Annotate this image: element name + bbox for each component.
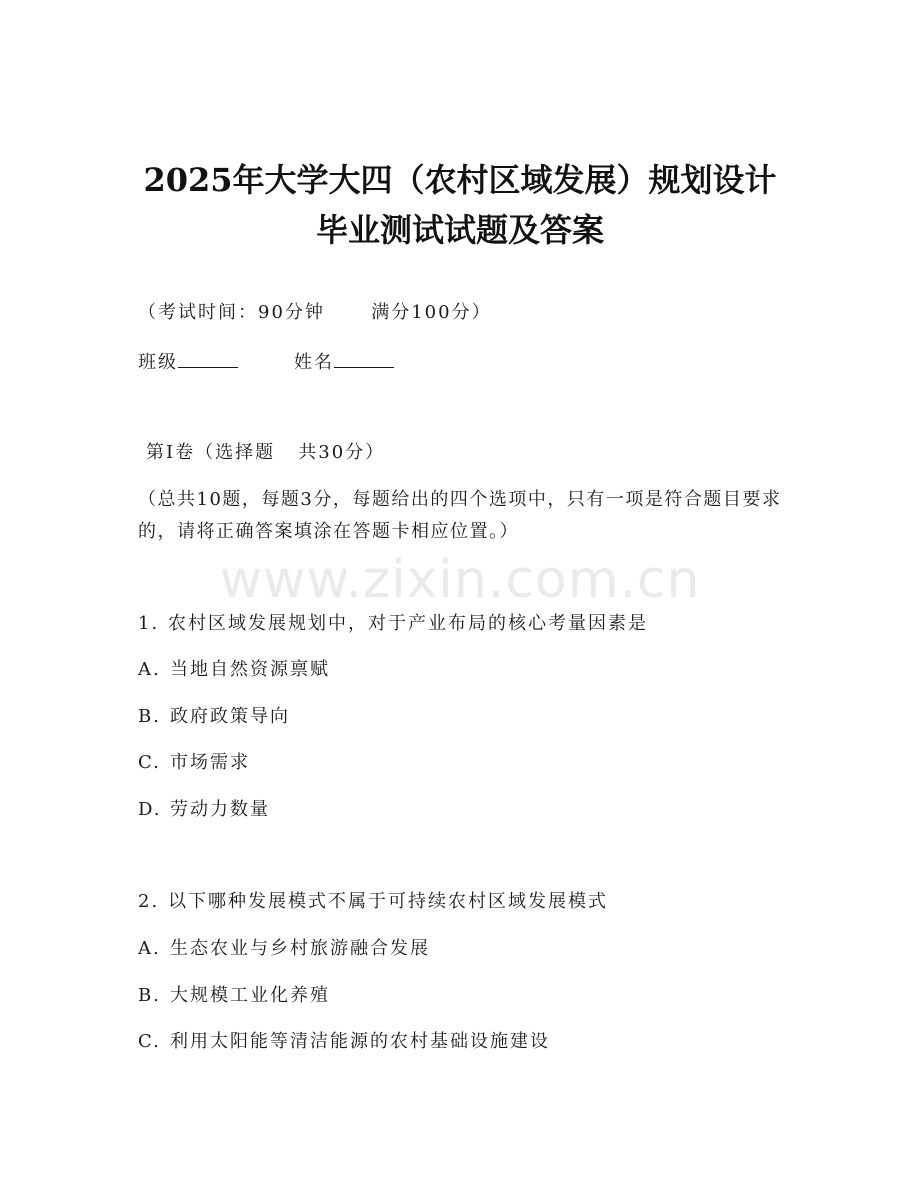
option-2b[interactable] bbox=[138, 983, 330, 1009]
document-title-line2: 毕业测试试题及答案 bbox=[315, 211, 604, 249]
option-1d[interactable] bbox=[138, 797, 270, 823]
question-number: 2. bbox=[138, 891, 160, 912]
option-text: 生态农业与乡村旅游融合发展 bbox=[170, 938, 430, 959]
option-text: 当地自然资源禀赋 bbox=[170, 659, 330, 680]
option-label: B. bbox=[138, 985, 161, 1006]
option-2a[interactable] bbox=[138, 936, 430, 962]
class-label: 班级 bbox=[138, 352, 178, 373]
option-label: C. bbox=[138, 1031, 161, 1052]
option-label: B. bbox=[138, 706, 161, 727]
question-number: 1. bbox=[138, 613, 160, 634]
name-label: 姓名 bbox=[294, 352, 334, 373]
option-2c[interactable] bbox=[138, 1029, 550, 1055]
option-text: 大规模工业化养殖 bbox=[170, 985, 330, 1006]
section-heading: 第Ⅰ卷（选择题 共30分） bbox=[146, 442, 386, 463]
name-field[interactable] bbox=[334, 349, 394, 368]
option-label: A. bbox=[138, 659, 161, 680]
option-label: A. bbox=[138, 938, 161, 959]
watermark: www.zixin.com.cn bbox=[219, 550, 701, 610]
option-text: 劳动力数量 bbox=[170, 799, 270, 820]
question-1 bbox=[138, 611, 648, 637]
exam-info: （考试时间：90分钟 满分100分） bbox=[138, 302, 492, 323]
class-field[interactable] bbox=[178, 349, 238, 368]
option-text: 利用太阳能等清洁能源的农村基础设施建设 bbox=[170, 1031, 550, 1052]
option-1b[interactable] bbox=[138, 704, 290, 730]
option-text: 市场需求 bbox=[170, 752, 250, 773]
option-1c[interactable] bbox=[138, 750, 250, 776]
question-text: 农村区域发展规划中，对于产业布局的核心考量因素是 bbox=[168, 613, 648, 634]
instructions: （总共10题，每题3分，每题给出的四个选项中，只有一项是符合题目要求的，请将正确答案填涂在答题卡相应位置。） bbox=[138, 489, 782, 542]
student-info-row bbox=[138, 349, 394, 376]
option-label: D. bbox=[138, 799, 162, 820]
document-title-line1: 2025年大学大四（农村区域发展）规划设计 bbox=[143, 161, 777, 199]
option-label: C. bbox=[138, 752, 161, 773]
question-text: 以下哪种发展模式不属于可持续农村区域发展模式 bbox=[168, 891, 608, 912]
option-1a[interactable] bbox=[138, 657, 330, 683]
option-text: 政府政策导向 bbox=[170, 706, 290, 727]
question-2 bbox=[138, 889, 608, 915]
